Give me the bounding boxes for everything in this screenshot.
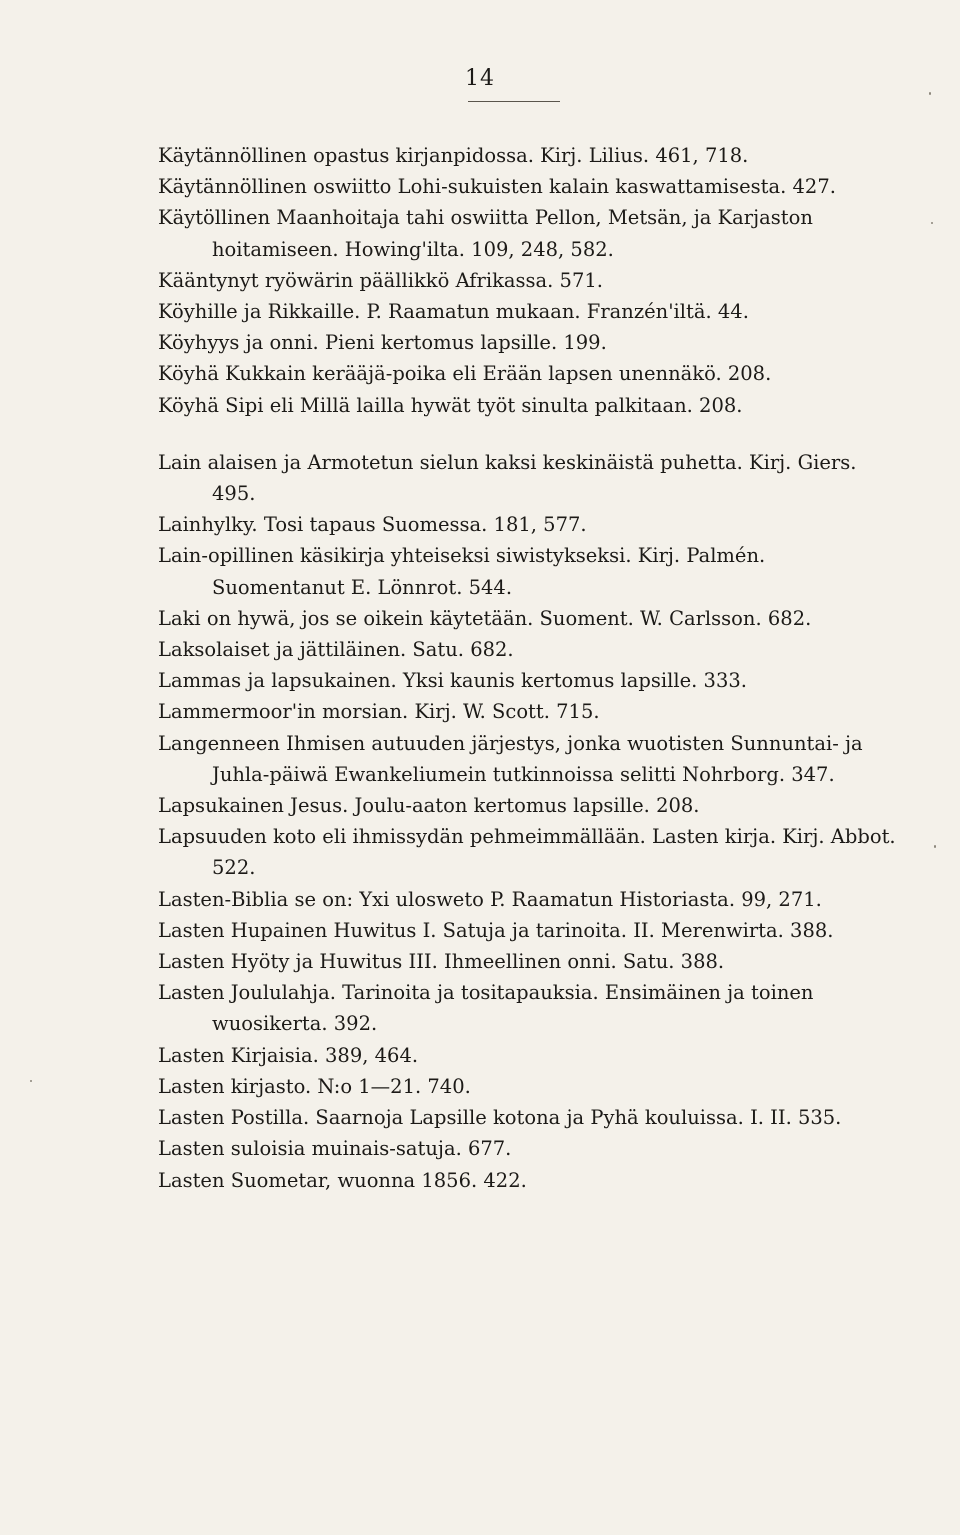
index-entry: Lainhylky. Tosi tapaus Suomessa. 181, 577.: [158, 513, 587, 537]
index-entry: Köyhä Kukkain kerääjä-poika eli Erään lapsen unennäkö. 208.: [158, 362, 772, 386]
index-entry: Lain-opillinen käsikirja yhteiseksi siwistykseksi. Kirj. Palmén. Suomentanut E. Lönnrot. 544.: [158, 544, 766, 599]
page-number: 14: [465, 66, 495, 91]
index-entry: Lasten kirjasto. N:o 1—21. 740.: [158, 1074, 471, 1098]
index-entry: Lammermoor'in morsian. Kirj. W. Scott. 715.: [158, 700, 600, 724]
paper-speck: [934, 845, 936, 848]
index-entry: Lasten Kirjaisia. 389, 464.: [158, 1043, 419, 1067]
index-entry: Lammas ja lapsukainen. Yksi kaunis kertomus lapsille. 333.: [158, 669, 747, 693]
index-entry: Köyhä Sipi eli Millä lailla hywät työt sinulta palkitaan. 208.: [158, 393, 743, 417]
index-entry: Lasten-Biblia se on: Yxi ulosweto P. Raamatun Historiasta. 99, 271.: [158, 887, 822, 911]
index-entry: Laki on hywä, jos se oikein käytetään. Suoment. W. Carlsson. 682.: [158, 606, 812, 630]
index-entry: Käytännöllinen opastus kirjanpidossa. Kirj. Lilius. 461, 718.: [158, 144, 749, 167]
paper-speck: [30, 1080, 32, 1082]
index-entry: Lasten Joululahja. Tarinoita ja tositapauksia. Ensimäinen ja toinen wuosikerta. 392.: [158, 981, 814, 1036]
index-entry: Lapsukainen Jesus. Joulu-aaton kertomus lapsille. 208.: [158, 794, 700, 818]
index-entry: Käytännöllinen oswiitto Lohi-sukuisten kalain kaswattamisesta. 427.: [158, 175, 836, 199]
index-entry: Lasten Hyöty ja Huwitus III. Ihmeellinen onni. Satu. 388.: [158, 950, 725, 974]
paper-speck: [929, 92, 931, 95]
index-entry: Köyhyys ja onni. Pieni kertomus lapsille. 199.: [158, 331, 607, 355]
paper-speck: [931, 222, 933, 224]
index-entry: Köyhille ja Rikkaille. P. Raamatun mukaan. Franzén'iltä. 44.: [158, 300, 749, 324]
index-entry: Kääntynyt ryöwärin päällikkö Afrikassa. 571.: [158, 268, 603, 292]
index-entry: Laksolaiset ja jättiläinen. Satu. 682.: [158, 638, 514, 662]
index-entry: Lapsuuden koto eli ihmissydän pehmeimmällään. Lasten kirja. Kirj. Abbot. 522.: [158, 825, 896, 880]
index-entry: Lasten suloisia muinais-satuja. 677.: [158, 1137, 512, 1161]
index-entry: Lasten Postilla. Saarnoja Lapsille kotona ja Pyhä kouluissa. I. II. 535.: [158, 1106, 842, 1130]
index-entry-list: [158, 140, 898, 1196]
index-entry: Lasten Suometar, wuonna 1856. 422.: [158, 1168, 527, 1192]
index-entry-section-start: Lain alaisen ja Armotetun sielun kaksi keskinäistä puhetta. Kirj. Giers. 495.: [158, 450, 857, 506]
index-entry: Käytöllinen Maanhoitaja tahi oswiitta Pellon, Metsän, ja Karjaston hoitamiseen. Howing'ilta. 109, 248, 582.: [158, 206, 813, 261]
index-entry: Lasten Hupainen Huwitus I. Satuja ja tarinoita. II. Merenwirta. 388.: [158, 918, 834, 942]
index-entry: Langenneen Ihmisen autuuden järjestys, jonka wuotisten Sunnuntai- ja Juhla-päiwä Ewankeliumein tutkinnoissa selitti Nohrborg. 347.: [158, 731, 863, 786]
page-number-rule: [468, 101, 560, 102]
